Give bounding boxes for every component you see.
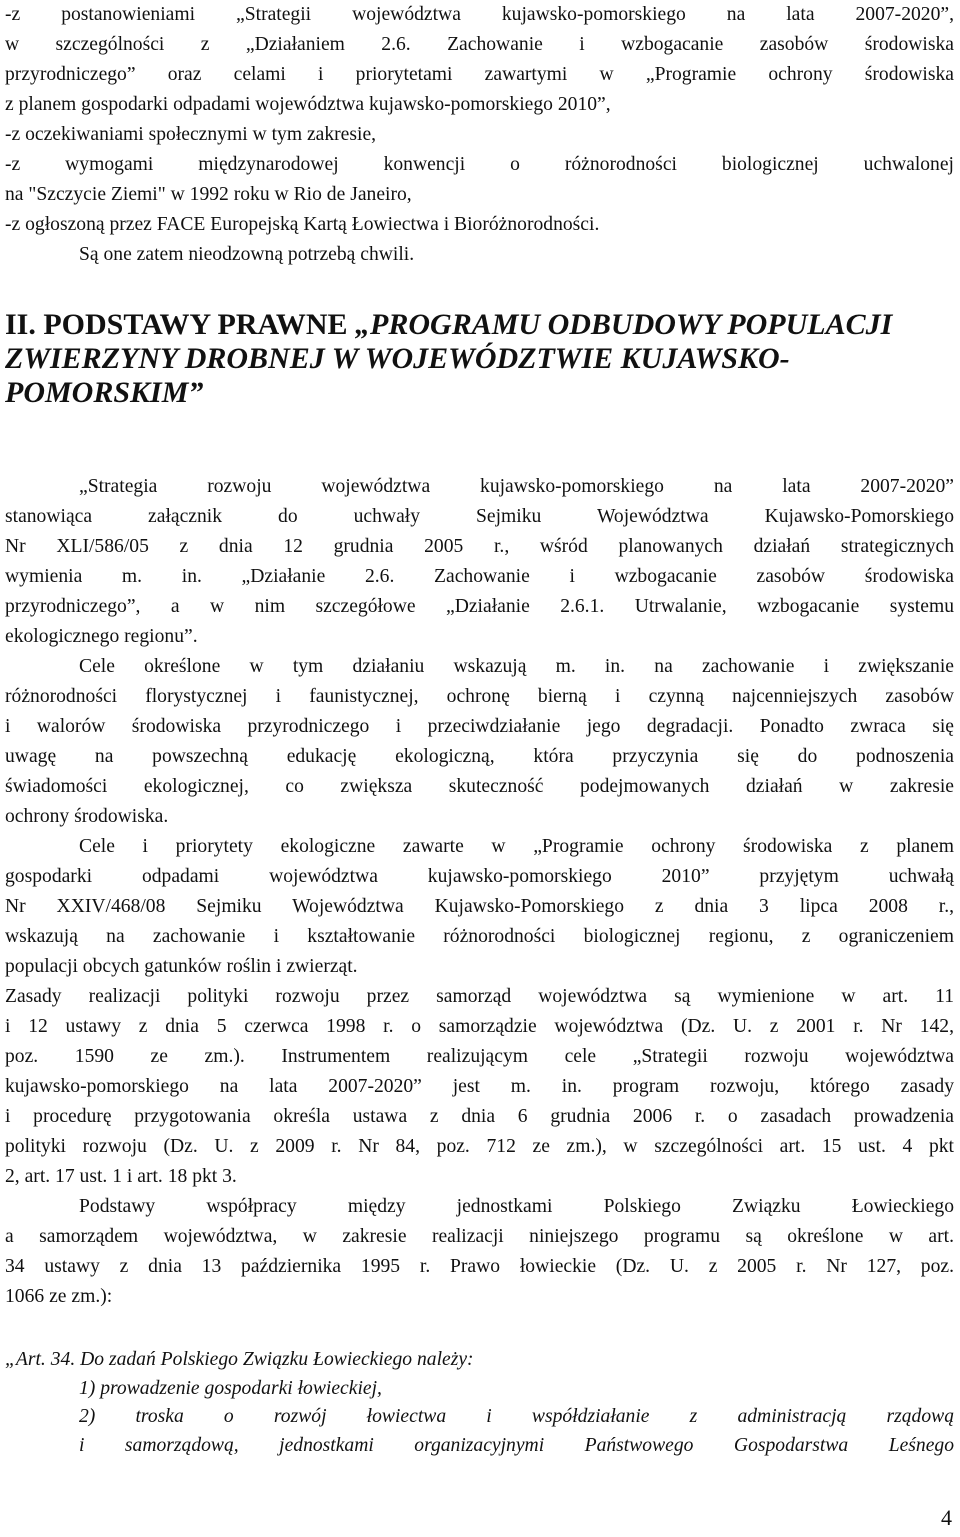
page-number: 4 bbox=[941, 1505, 952, 1530]
text-line: -z postanowieniami „Strategii województwa kujawsko-pomorskiego na lata 2007-2020”, bbox=[5, 4, 954, 25]
text-line: przyrodniczego”, a w nim szczegółowe „Działanie 2.6.1. Utrwalanie, wzbogacanie systemu bbox=[5, 596, 954, 617]
text-line: „Strategia rozwoju województwa kujawsko-pomorskiego na lata 2007-2020” bbox=[79, 476, 954, 497]
text-line: różnorodności florystycznej i faunistycznej, ochronę bierną i czynną najcenniejszych zasobów bbox=[5, 686, 954, 707]
text-line: Zasady realizacji polityki rozwoju przez samorząd województwa są wymienione w art. 11 bbox=[5, 986, 954, 1007]
text-line: Nr XLI/586/05 z dnia 12 grudnia 2005 r., wśród planowanych działań strategicznych bbox=[5, 536, 954, 557]
quote-line: 1) prowadzenie gospodarki łowieckiej, bbox=[79, 1377, 382, 1399]
text-line: 34 ustawy z dnia 13 października 1995 r. Prawo łowieckie (Dz. U. z 2005 r. Nr 127, poz. bbox=[5, 1256, 954, 1277]
quote-line: 2) troska o rozwój łowiectwa i współdziałanie z administracją rządową bbox=[79, 1406, 954, 1427]
text-line: wskazują na zachowanie i kształtowanie różnorodności biologicznej regionu, z ograniczeniem bbox=[5, 926, 954, 947]
text-line: Są one zatem nieodzowną potrzebą chwili. bbox=[79, 244, 415, 265]
text-line: -z ogłoszoną przez FACE Europejską Kartą Łowiectwa i Bioróżnorodności. bbox=[5, 214, 600, 235]
section-heading bbox=[5, 308, 935, 410]
text-line: przyrodniczego” oraz celami i priorytetami zawartymi w „Programie ochrony środowiska bbox=[5, 64, 954, 85]
text-line: poz. 1590 ze zm.). Instrumentem realizującym cele „Strategii rozwoju województwa bbox=[5, 1046, 954, 1067]
text-line: 1066 ze zm.): bbox=[5, 1286, 113, 1307]
intro-list-block bbox=[5, 0, 954, 270]
text-line: Cele określone w tym działaniu wskazują m. in. na zachowanie i zwiększanie bbox=[79, 656, 954, 677]
text-line: populacji obcych gatunków roślin i zwierząt. bbox=[5, 956, 358, 977]
quote-line: „Art. 34. Do zadań Polskiego Związku Łowieckiego należy: bbox=[5, 1349, 474, 1370]
text-line: i walorów środowiska przyrodniczego i przeciwdziałanie jego degradacji. Ponadto zwraca się bbox=[5, 716, 954, 737]
text-line: wymienia m. in. „Działanie 2.6. Zachowanie i wzbogacanie zasobów środowiska bbox=[5, 566, 954, 587]
text-line: świadomości ekologicznej, co zwiększa skuteczność podejmowanych działań w zakresie bbox=[5, 776, 954, 797]
text-line: ekologicznego regionu”. bbox=[5, 626, 198, 647]
body-text-block bbox=[5, 472, 954, 1312]
text-line: uwagę na powszechną edukację ekologiczną, która przyczynia się do podnoszenia bbox=[5, 746, 954, 767]
text-line: 2, art. 17 ust. 1 i art. 18 pkt 3. bbox=[5, 1166, 237, 1187]
heading-title: „PROGRAMU ODBUDOWY POPULACJI ZWIERZYNY DROBNEJ W WOJEWÓDZTWIE KUJAWSKO-POMORSKIM” bbox=[5, 308, 893, 409]
text-line: -z oczekiwaniami społecznymi w tym zakresie, bbox=[5, 124, 377, 145]
text-line: w szczególności z „Działaniem 2.6. Zachowanie i wzbogacanie zasobów środowiska bbox=[5, 34, 954, 55]
text-line: Podstawy współpracy między jednostkami Polskiego Związku Łowieckiego bbox=[79, 1196, 954, 1217]
text-line: i 12 ustawy z dnia 5 czerwca 1998 r. o samorządzie województwa (Dz. U. z 2001 r. Nr 142, bbox=[5, 1016, 954, 1037]
quote-line: i samorządową, jednostkami organizacyjnymi Państwowego Gospodarstwa Leśnego bbox=[79, 1434, 954, 1456]
text-line: kujawsko-pomorskiego na lata 2007-2020” jest m. in. program rozwoju, którego zasady bbox=[5, 1076, 954, 1097]
text-line: i procedurę przygotowania określa ustawa z dnia 6 grudnia 2006 r. o zasadach prowadzenia bbox=[5, 1106, 954, 1127]
text-line: na "Szczycie Ziemi" w 1992 roku w Rio de Janeiro, bbox=[5, 184, 412, 205]
text-line: Nr XXIV/468/08 Sejmiku Województwa Kujawsko-Pomorskiego z dnia 3 lipca 2008 r., bbox=[5, 896, 954, 917]
text-line: polityki rozwoju (Dz. U. z 2009 r. Nr 84, poz. 712 ze zm.), w szczególności art. 15 ust. 4 pkt bbox=[5, 1136, 954, 1157]
text-line: z planem gospodarki odpadami województwa kujawsko-pomorskiego 2010”, bbox=[5, 94, 611, 115]
text-line: a samorządem województwa, w zakresie realizacji niniejszego programu są określone w art. bbox=[5, 1226, 954, 1247]
text-line: ochrony środowiska. bbox=[5, 806, 169, 827]
text-line: -z wymogami międzynarodowej konwencji o różnorodności biologicznej uchwalonej bbox=[5, 154, 954, 175]
heading-prefix: II. PODSTAWY PRAWNE bbox=[5, 308, 356, 341]
text-line: stanowiąca załącznik do uchwały Sejmiku Województwa Kujawsko-Pomorskiego bbox=[5, 506, 954, 527]
text-line: gospodarki odpadami województwa kujawsko-pomorskiego 2010” przyjętym uchwałą bbox=[5, 866, 954, 887]
law-quote bbox=[5, 1346, 954, 1460]
text-line: Cele i priorytety ekologiczne zawarte w „Programie ochrony środowiska z planem bbox=[79, 836, 954, 857]
